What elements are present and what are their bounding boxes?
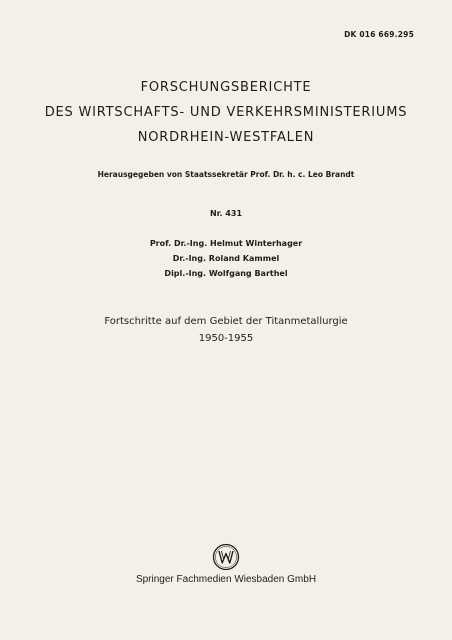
publisher-name: Springer Fachmedien Wiesbaden GmbH xyxy=(135,574,317,585)
editor-line: Herausgegeben von Staatssekretär Prof. Dr. h. c. Leo Brandt xyxy=(97,170,355,179)
book-title xyxy=(0,313,452,347)
book-title-line-1: Fortschritte auf dem Gebiet der Titanmetallurgie xyxy=(104,316,348,327)
author-1: Prof. Dr.-Ing. Helmut Winterhager xyxy=(149,239,303,248)
classification-code: DK 016 669.295 xyxy=(344,30,414,39)
series-title-line-2: DES WIRTSCHAFTS- UND VERKEHRSMINISTERIUMS xyxy=(44,105,408,120)
author-3: Dipl.-Ing. Wolfgang Barthel xyxy=(164,269,288,278)
series-title-line-3: NORDRHEIN-WESTFALEN xyxy=(137,130,315,145)
volume-number: Nr. 431 xyxy=(209,209,243,218)
book-title-years: 1950-1955 xyxy=(198,333,254,344)
series-title-line-1: FORSCHUNGSBERICHTE xyxy=(140,80,312,95)
author-2: Dr.-Ing. Roland Kammel xyxy=(172,254,280,263)
publisher-logo-icon xyxy=(212,543,240,571)
author-list xyxy=(0,236,452,281)
